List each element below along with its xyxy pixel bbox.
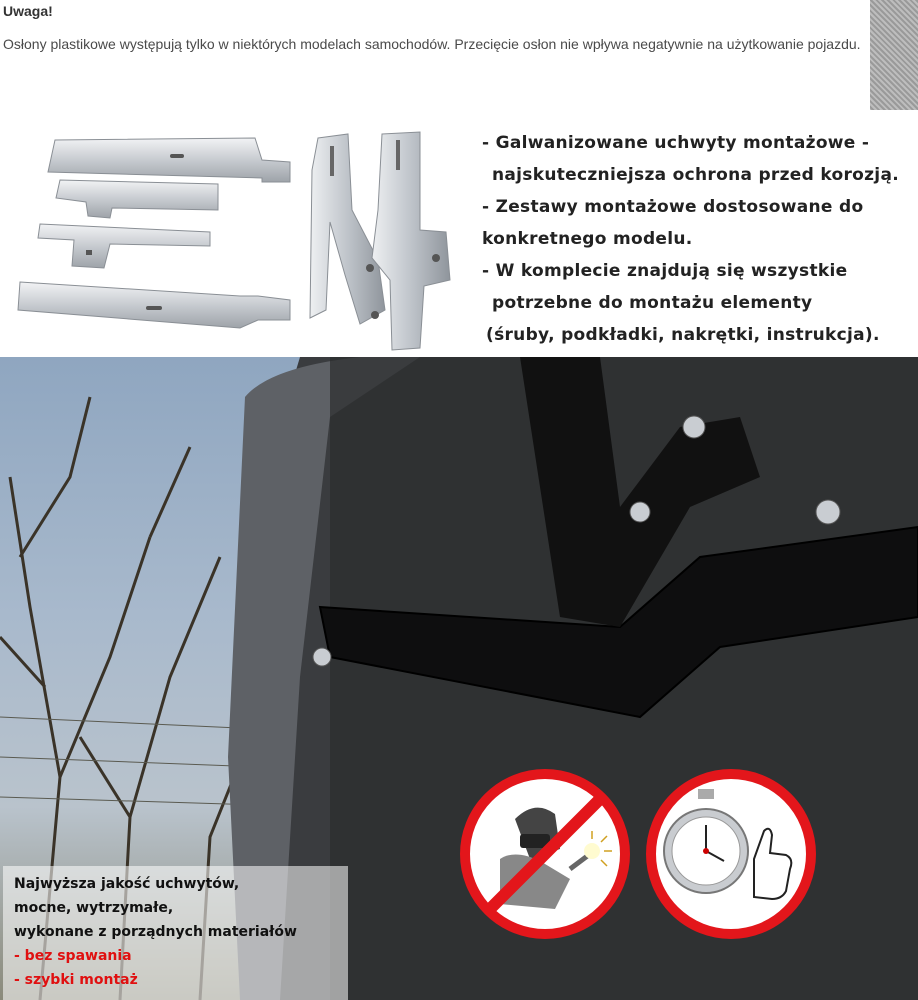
callout-text (14, 872, 297, 992)
feature-line: - Galwanizowane uchwyty montażowe - (482, 133, 870, 153)
callout-line: Najwyższa jakość uchwytów, (14, 876, 240, 892)
stopwatch-thumbs-up-icon (646, 769, 816, 939)
mounting-brackets-image (0, 110, 470, 360)
feature-line: (śruby, podkładki, nakrętki, instrukcja). (486, 325, 880, 345)
fence (0, 717, 260, 805)
notice-title: Uwaga! (3, 3, 53, 19)
callout-line: mocne, wytrzymałe, (14, 900, 174, 916)
feature-line: najskuteczniejsza ochrona przed korozją. (492, 165, 899, 185)
callout-line: wykonane z porządnych materiałów (14, 924, 297, 940)
no-welding-icon (460, 769, 630, 939)
notice-box (0, 0, 870, 110)
notice-text: Osłony plastikowe występują tylko w niektórych modelach samochodów. Przecięcie osłon nie wpływa negatywnie na użytkowanie pojazdu. (3, 36, 861, 52)
callout-line-quick-install: - szybki montaż (14, 972, 138, 988)
callout-line-no-welding: - bez spawania (14, 948, 132, 964)
feature-line: - W komplecie znajdują się wszystkie (482, 261, 848, 281)
decorative-stripe (870, 0, 918, 125)
feature-line: konkretnego modelu. (482, 229, 693, 249)
features-list (482, 128, 902, 352)
feature-line: - Zestawy montażowe dostosowane do (482, 197, 864, 217)
feature-line: potrzebne do montażu elementy (492, 293, 813, 313)
